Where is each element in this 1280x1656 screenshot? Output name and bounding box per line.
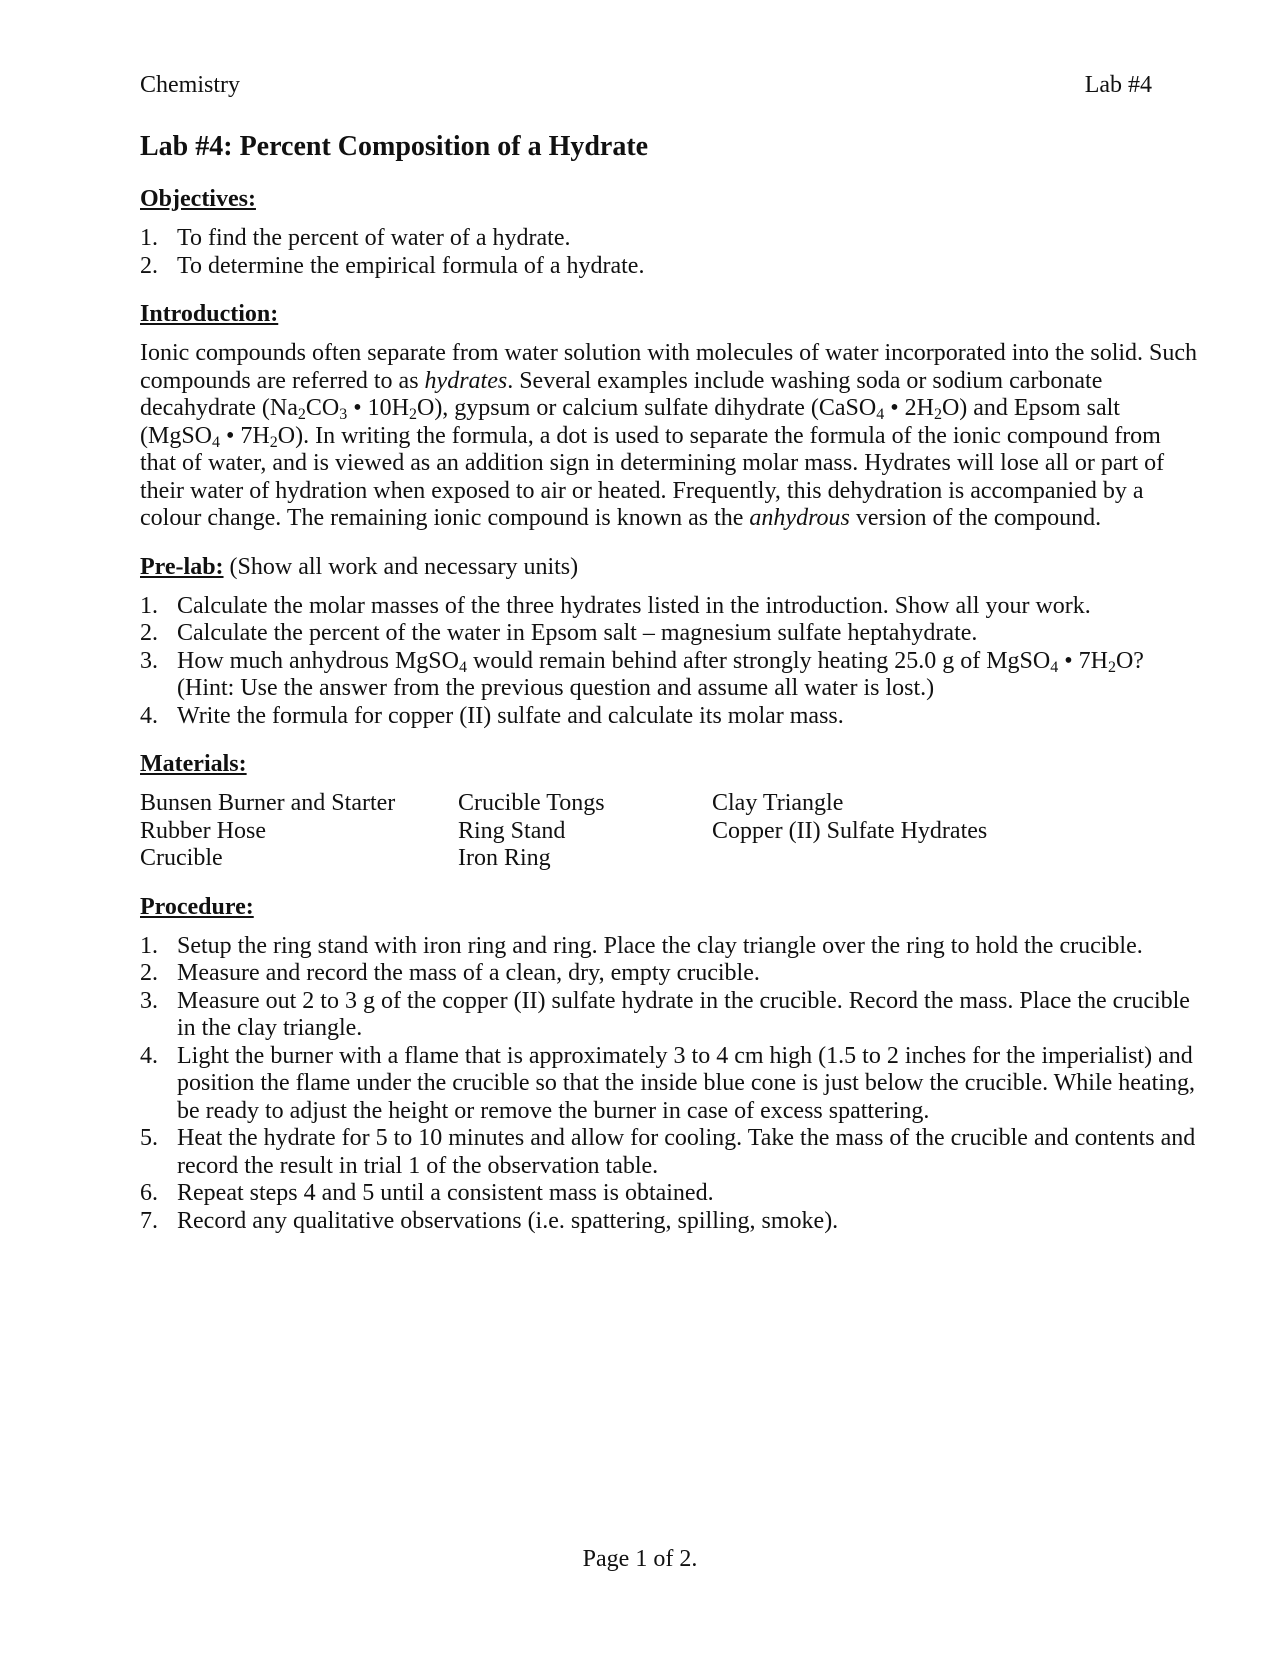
prelab-note: (Show all work and necessary units) [223,553,579,580]
list-item: 4. Write the formula for copper (II) sulfate and calculate its molar mass. [140,702,844,729]
material-item: Rubber Hose [140,817,266,844]
list-item: 7. Record any qualitative observations (i.e. spattering, spilling, smoke). [140,1207,839,1234]
list-item: 1. To find the percent of water of a hydrate. [140,225,571,251]
introduction-section [140,300,1200,533]
list-item: 1. Setup the ring stand with iron ring and ring. Place the clay triangle over the ring to hold the crucible. [140,932,1143,959]
header-subject: Chemistry [140,72,240,98]
material-item: Clay Triangle [712,790,844,816]
page-number: Page 1 of 2. [582,1546,698,1572]
material-item: Iron Ring [458,845,551,871]
introduction-heading: Introduction: [140,301,279,327]
prelab-list [140,593,1200,731]
list-item: 1. Calculate the molar masses of the three hydrates listed in the introduction. Show all your work. [140,592,1091,619]
material-item: Crucible Tongs [458,790,605,816]
objectives-list [140,225,1200,280]
material-item: Bunsen Burner and Starter [140,790,396,816]
material-item: Crucible [140,845,223,871]
procedure-list [140,933,1200,1236]
list-item: 2. Calculate the percent of the water in Epsom salt – magnesium sulfate heptahydrate. [140,620,978,646]
procedure-heading: Procedure: [140,893,254,920]
procedure-section [140,893,1200,1236]
materials-grid [140,790,1200,873]
list-item: 3. How much anhydrous MgSO$_4$ would remain behind after strongly heating 25.0 g of MgSO$_4$ • $7H_2O$? (Hint: Use the answer from the previous question and assume all water is lost.) [140,647,1144,701]
objectives-heading: Objectives: [140,186,256,212]
objectives-section [140,185,1200,280]
list-item: 6. Repeat steps 4 and 5 until a consistent mass is obtained. [140,1180,714,1206]
prelab-heading: Pre-lab: [140,553,224,580]
page-content [140,122,1200,1235]
list-item: 3. Measure out 2 to 3 g of the copper (II) sulfate hydrate in the crucible. Record the mass. Place the crucible in the clay triangle. [140,987,1190,1041]
header-lab-number: Lab #4 [1084,72,1152,98]
page-title: Lab #4: Percent Composition of a Hydrate [140,131,649,162]
materials-section [140,750,1200,873]
material-item: Ring Stand [458,817,566,844]
list-item: 4. Light the burner with a flame that is approximately 3 to 4 cm high (1.5 to 2 inches for the imperialist) and position the flame under the crucible so that the inside blue cone is just below the crucible. While heating, be ready to adjust the height or remove the burner in case of excess spattering. [140,1042,1195,1124]
introduction-paragraph: Ionic compounds often separate from water solution with molecules of water incorporated into the solid. Such compounds are referred to as hydrates. Several examples include washing soda or sodium carbonate decahydrate ($Na_2CO_3$ • $10H_2O$), gypsum or calcium sulfate dihydrate (CaSO$_4$ • $2H_2O$) and Epsom salt (MgSO$_4$ • $7H_2O$). In writing the formula, a dot is used to separate the formula of the ionic compound from that of water, and is viewed as an addition sign in determining molar mass. Hydrates will lose all or part of their water of hydration when exposed to air or heated. Frequently, this dehydration is accompanied by a colour change. The remaining ionic compound is known as the anhydrous version of the compound. [140,340,1198,531]
material-item: Copper (II) Sulfate Hydrates [712,817,988,844]
prelab-section [140,553,1200,731]
list-item: 5. Heat the hydrate for 5 to 10 minutes and allow for cooling. Take the mass of the crucible and contents and record the result in trial 1 of the observation table. [140,1125,1196,1179]
list-item: 2. Measure and record the mass of a clean, dry, empty crucible. [140,960,760,986]
materials-heading: Materials: [140,751,247,777]
list-item: 2. To determine the empirical formula of a hydrate. [140,252,645,279]
